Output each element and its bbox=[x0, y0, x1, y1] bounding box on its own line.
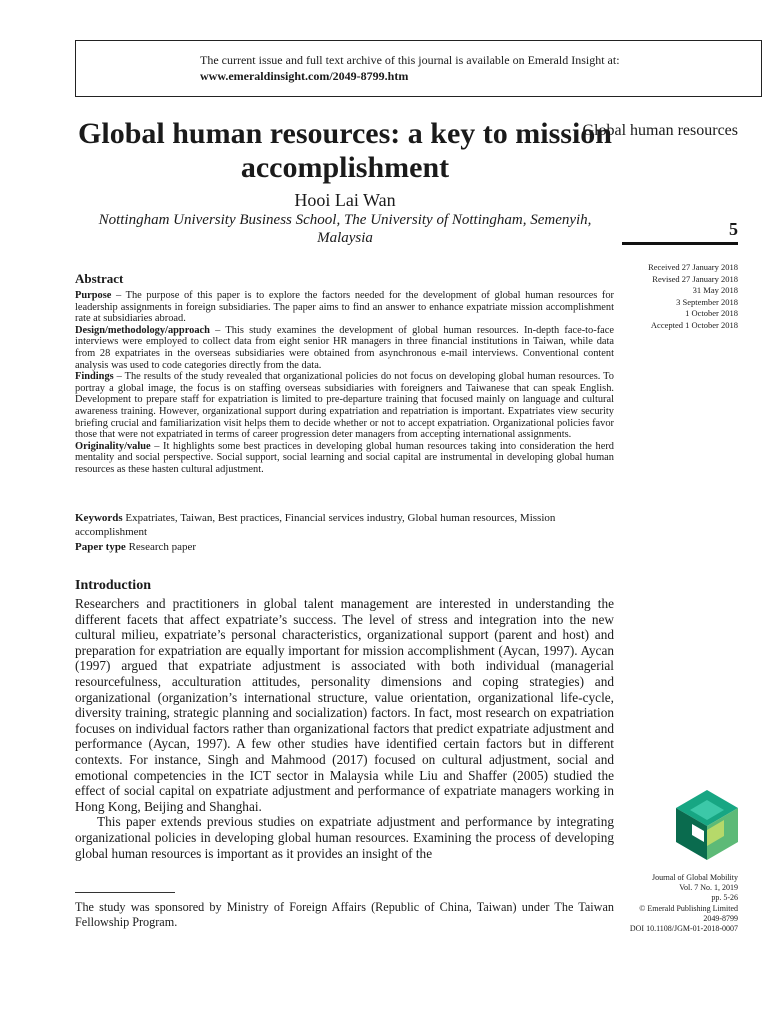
keywords-label: Keywords bbox=[75, 512, 123, 524]
abstract-originality bbox=[75, 441, 614, 476]
abstract-heading: Abstract bbox=[75, 271, 124, 286]
originality-label: Originality/value bbox=[75, 440, 151, 452]
purpose-text: – The purpose of this paper is to explore the factors needed for the development of global human resources for leadership assignments in foreign subsidiaries. The paper aims to find an answer to enhance expatriate mission accomplishment rate at subsidiaries abroad. bbox=[75, 290, 614, 325]
intro-paragraph: Researchers and practitioners in global talent management are interested in understanding the different facets that affect expatriate’s success. The level of stress and integration into the new cultural milieu, expatriate’s personal characteristics, organizational support (parent and host) and preparation for expatriation are equally important for mission accomplishment (Aycan, 1997). Aycan (1997) argued that expatriate adjustment is associated with both individual (managerial resourcefulness, acculturation attitudes, personality dimensions and coping strategies) and organizational (organization’s international structure, value orientation, organizational life-cycle, diversity training, strategic planning and socialization) factors. In fact, most research on expatriation focuses on individual factors rather than organizational factors that predict expatriate adjustment and performance (Aycan, 1997). A few other studies have identified certain factors but in different contexts. For instance, Singh and Mahmood (2017) focused on cultural adjustment, social and emotional competencies in the ICT sector in Malaysia while Liu and Shaffer (2005) studied the effect of social capital on expatriate adjustment and performance of expatriate managers working in Hong Kong, Beijing and Shanghai. bbox=[75, 596, 614, 814]
findings-label: Findings bbox=[75, 371, 114, 383]
abstract-findings bbox=[75, 371, 614, 441]
footnote: The study was sponsored by Ministry of Foreign Affairs (Republic of China, Taiwan) under The Taiwan Fellowship Program. bbox=[75, 900, 614, 929]
journal-issn: 2049-8799 bbox=[703, 913, 738, 923]
intro-paragraph: This paper extends previous studies on expatriate adjustment and performance by integrating organizational policies in developing global human resources. Examining the process of developing global human resources is important as it provides an insight of the bbox=[75, 814, 614, 861]
design-text: – This study examines the development of global human resources. In-depth face-to-face interviews were employed to collect data from eight senior HR managers in three financial institutions in Taiwan, while data from 28 expatriates in the overseas subsidiaries were obtained from asynchronous e-mail interviews. Conventional content analysis was used to code categories directly from the data. bbox=[75, 324, 614, 371]
design-label: Design/methodology/approach bbox=[75, 324, 210, 336]
journal-doi[interactable]: DOI 10.1108/JGM-01-2018-0007 bbox=[629, 924, 738, 934]
introduction-heading: Introduction bbox=[75, 578, 151, 593]
date-line: 31 May 2018 bbox=[692, 285, 738, 295]
findings-text: – The results of the study revealed that organizational policies do not focus on developing global human resources. To portray a global image, the focus is on staffing overseas subsidiaries with foreigners and Taiwanese that can speak English. Development to prepare staff for expatriation is limited to pre-departure training that focused mainly on language and cultural awareness training. However, organizational support during expatriation and repatriation is important. Expatriates view security briefing crucial and familiarization visit helps them to decide whether or not to accept expatriation. Organizational policies favor those that were not expatriated in terms of career progression deter managers from accepting international assignments. bbox=[75, 371, 614, 441]
paper-title: Global human resources: a key to mission accomplishment bbox=[78, 117, 612, 184]
journal-volume: Vol. 7 No. 1, 2019 bbox=[679, 883, 738, 893]
paper-type-label: Paper type bbox=[75, 541, 126, 553]
abstract-body bbox=[75, 290, 614, 476]
date-line: Accepted 1 October 2018 bbox=[650, 319, 738, 330]
journal-pages: pp. 5-26 bbox=[711, 893, 738, 903]
introduction-body bbox=[75, 596, 614, 861]
keywords bbox=[75, 511, 614, 539]
header-notice: The current issue and full text archive of this journal is available on Emerald Insight at: bbox=[200, 53, 620, 67]
purpose-label: Purpose bbox=[75, 290, 112, 301]
footnote-rule bbox=[75, 892, 175, 893]
header-box bbox=[75, 40, 762, 97]
date-line: 3 September 2018 bbox=[676, 296, 738, 307]
crossref-logo-icon[interactable] bbox=[676, 790, 738, 860]
date-line: Received 27 January 2018 bbox=[648, 262, 738, 272]
originality-text: – It highlights some best practices in developing global human resources taking into consideration the herd mentality and social perspective. Social support, social learning and social capital are instrumental in developing global human resources as these hasten cultural adjustment. bbox=[75, 440, 614, 475]
header-url[interactable]: www.emeraldinsight.com/2049-8799.htm bbox=[200, 69, 409, 83]
date-line: Revised 27 January 2018 bbox=[652, 273, 738, 284]
abstract-design bbox=[75, 325, 614, 371]
author-name: Hooi Lai Wan bbox=[294, 190, 396, 210]
journal-publisher: © Emerald Publishing Limited bbox=[639, 903, 738, 913]
abstract-purpose bbox=[75, 290, 614, 325]
running-head: Global human resources bbox=[582, 122, 738, 139]
journal-name: Journal of Global Mobility bbox=[652, 873, 738, 882]
journal-info bbox=[578, 873, 738, 934]
date-line: 1 October 2018 bbox=[685, 308, 738, 318]
paper-type-text: Research paper bbox=[125, 541, 197, 553]
margin-rule bbox=[622, 242, 738, 245]
paper-type bbox=[75, 541, 196, 553]
author-affiliation: Nottingham University Business School, The University of Nottingham, Semenyih, Malaysia bbox=[98, 212, 592, 246]
page-number: 5 bbox=[729, 219, 738, 239]
keywords-text: Expatriates, Taiwan, Best practices, Financial services industry, Global human resources, Mission accomplishment bbox=[75, 512, 556, 538]
